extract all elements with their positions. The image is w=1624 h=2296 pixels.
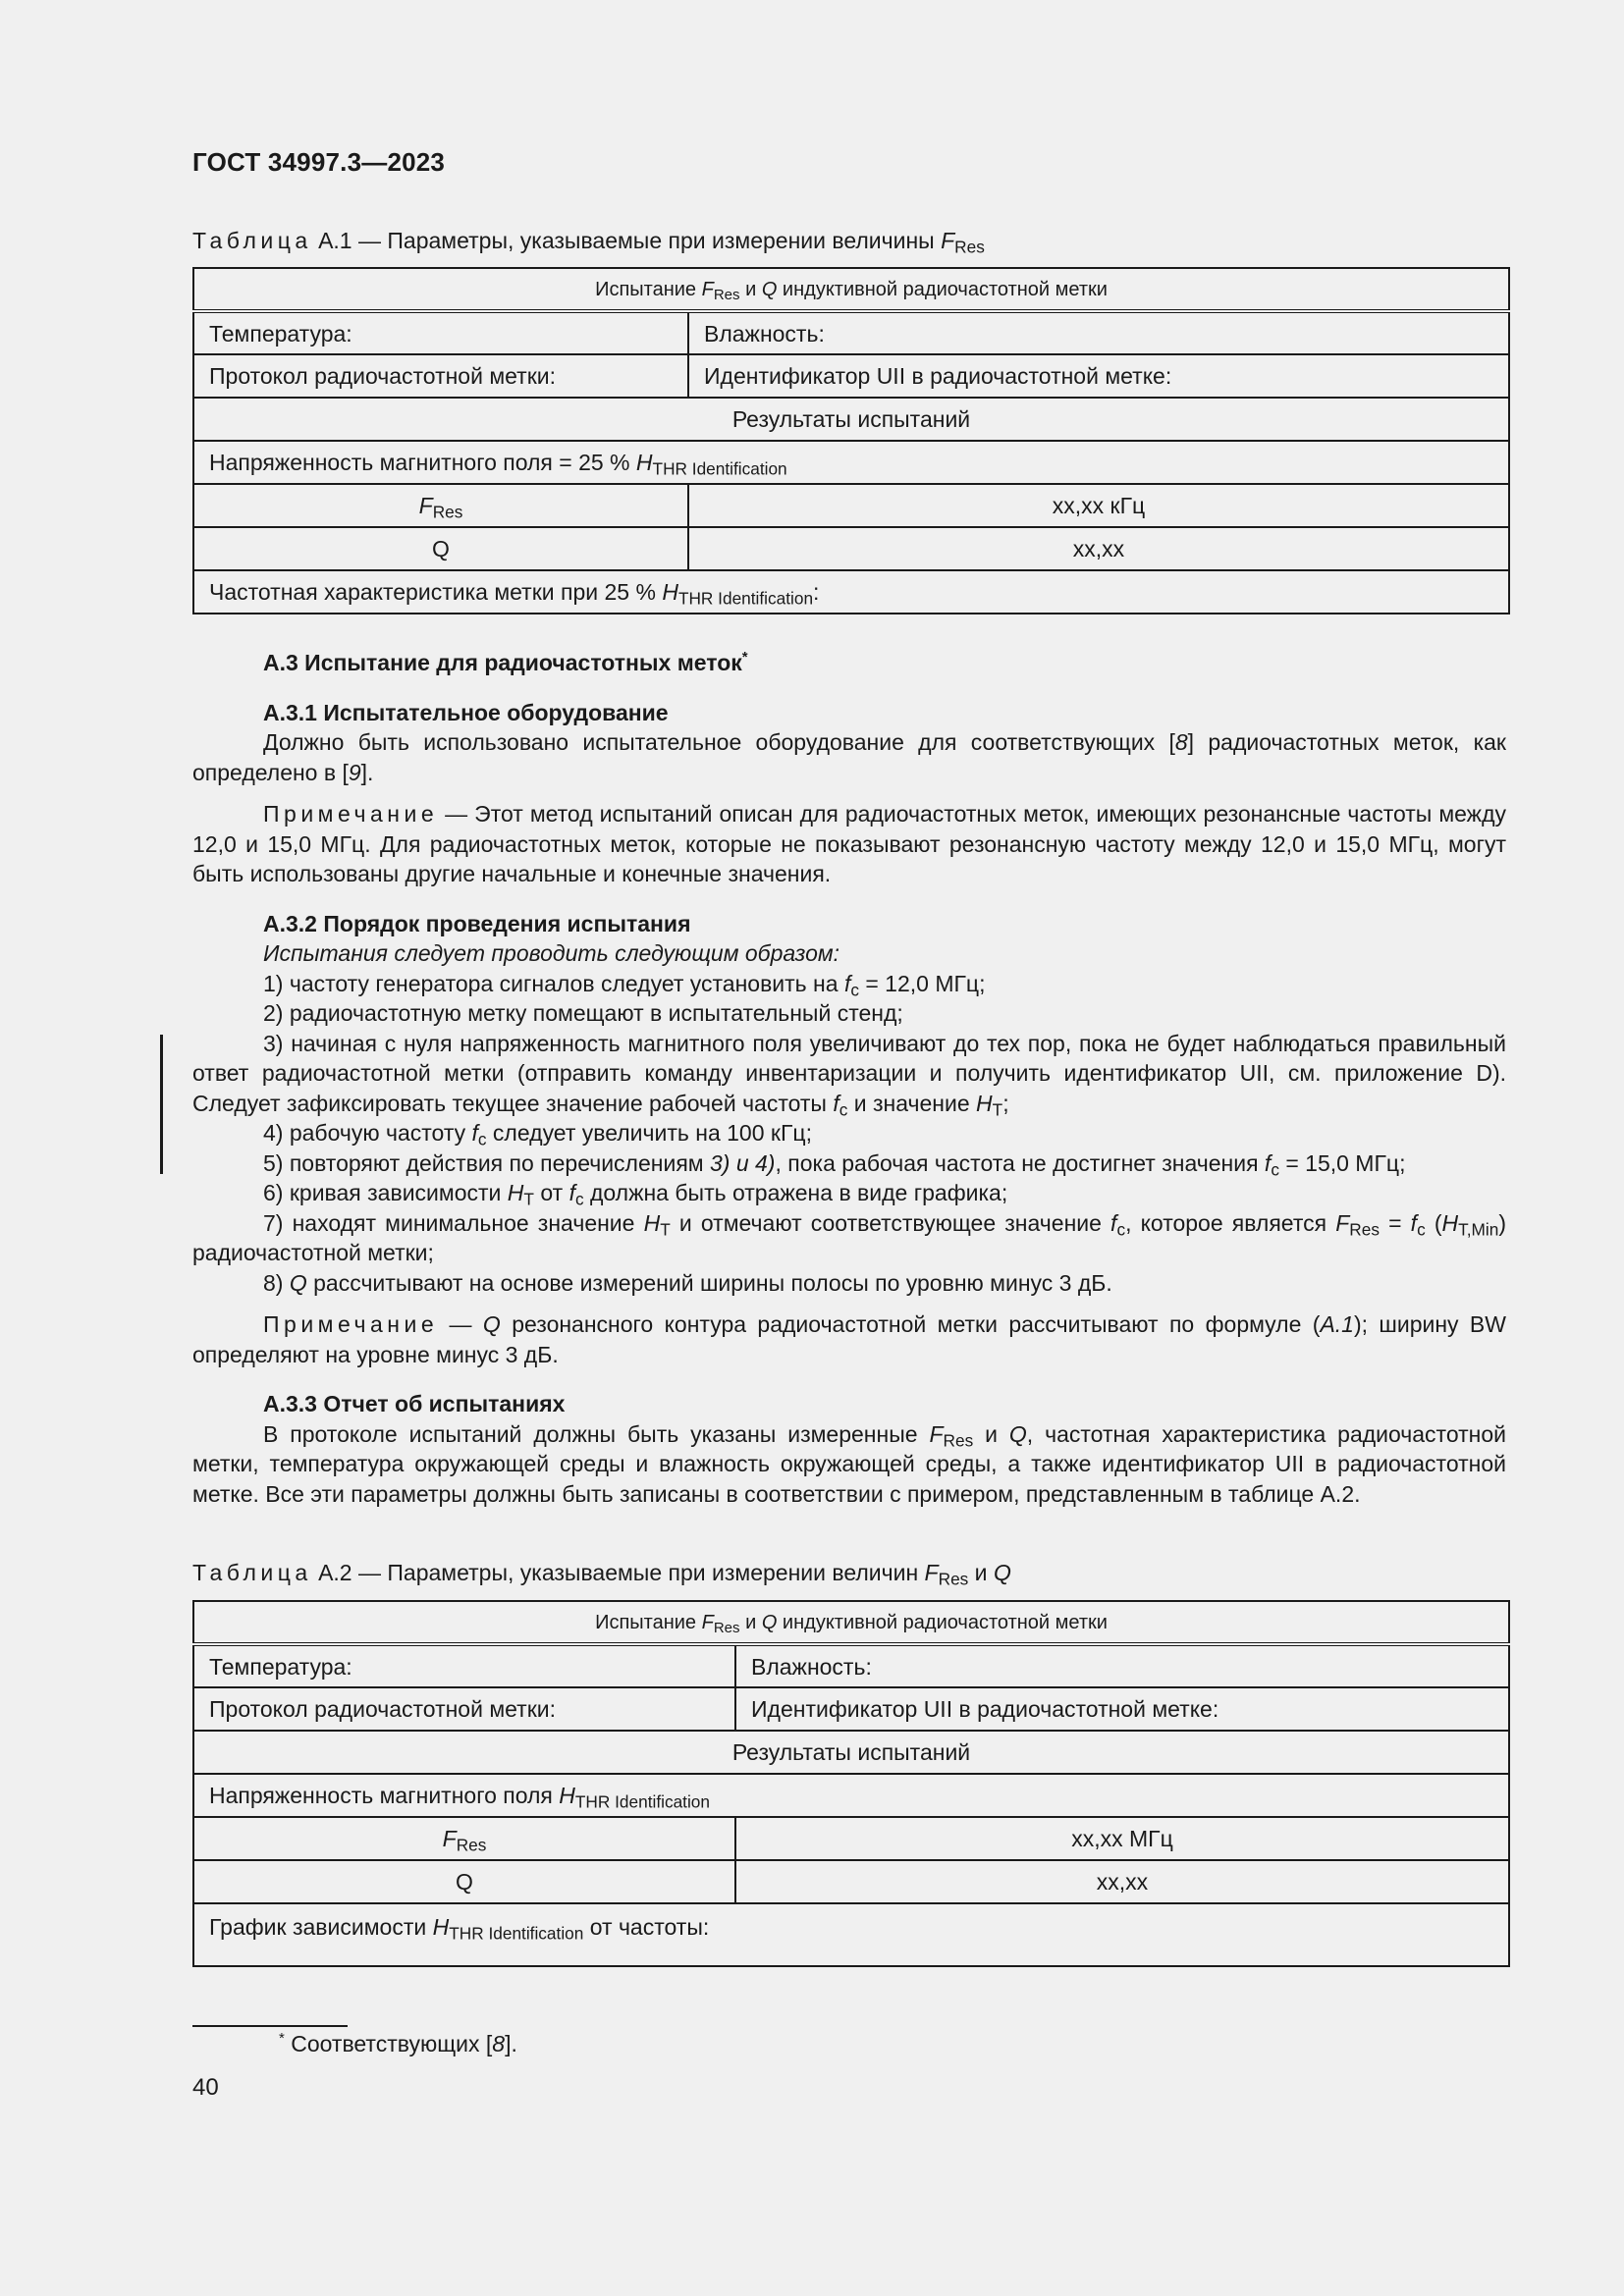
- temperature-cell: Температура:: [193, 311, 688, 354]
- step-7: 7) находят минимальное значение $H_T$ и отмечают соответствующее значение $f_c$, которое является $F_{Res} = f_c$ $(H_{T,Min})$ радиочастотной метки;: [192, 1209, 1507, 1265]
- footnote: * Соответствующих [8].: [279, 2030, 517, 2056]
- table-label: Таблица: [192, 1560, 312, 1585]
- heading-a3: А.3 Испытание для радиочастотных меток*: [263, 649, 748, 675]
- results-header: Результаты испытаний: [193, 398, 1509, 441]
- document-code: ГОСТ 34997.3—2023: [192, 147, 446, 177]
- fres-value: xx,xx МГц: [735, 1817, 1509, 1860]
- field-strength-cell: Напряженность магнитного поля = 25 % $H_{THR Identification}$: [193, 441, 1509, 484]
- heading-a31: А.3.1 Испытательное оборудование: [263, 699, 669, 725]
- uii-cell: Идентификатор UII в радиочастотной метке:: [688, 354, 1509, 398]
- step-5: 5) повторяют действия по перечислениям 3) и 4), пока рабочая частота не достигнет значения $f_c = 15,0$ МГц;: [263, 1149, 1406, 1179]
- paragraph-a33: В протоколе испытаний должны быть указаны измеренные $F_{Res}$ и Q, частотная характеристика радиочастотной метки, температура окружающей среды и влажность окружающей среды, а также идентификатор UII в радиочастотной метке. Все эти параметры должны быть записаны в соответствии с примером, представленным в таблице А.2.: [192, 1420, 1506, 1507]
- page-number: 40: [192, 2074, 219, 2101]
- uii-cell: Идентификатор UII в радиочастотной метке:: [735, 1687, 1509, 1731]
- freq-characteristic-cell: Частотная характеристика метки при 25 % $H_{THR Identification}$:: [193, 570, 1509, 614]
- step-3: 3) начиная с нуля напряженность магнитного поля увеличивают до тех пор, пока не будет наблюдаться правильный ответ радиочастотной метки (отправить команду инвентаризации и получить идентификатор UII, см. приложение D). Следует зафиксировать текущее значение рабочей частоты $f_c$ и значение $H_T$;: [192, 1030, 1506, 1119]
- field-strength-cell: Напряженность магнитного поля $H_{THR Identification}$: [193, 1774, 1509, 1817]
- table-a1: [192, 267, 1510, 614]
- step-6: 6) кривая зависимости $H_T$ от $f_c$ должна быть отражена в виде графика;: [263, 1180, 1008, 1209]
- step-4: 4) рабочую частоту $f_c$ следует увеличить на 100 кГц;: [263, 1120, 812, 1149]
- results-header: Результаты испытаний: [193, 1731, 1509, 1774]
- table2-title: Испытание $F_{Res}$ и Q индуктивной радиочастотной метки: [193, 1601, 1509, 1644]
- heading-a33: А.3.3 Отчет об испытаниях: [263, 1391, 566, 1416]
- humidity-cell: Влажность:: [735, 1644, 1509, 1687]
- note-2: Примечание — Q резонансного контура радиочастотной метки рассчитывают по формуле (A.1); ширину BW определяют на уровне минус 3 дБ.: [192, 1311, 1506, 1367]
- table2-caption: Таблица A.2 — Параметры, указываемые при измерении величин $F_{Res}$ и Q: [192, 1560, 1011, 1589]
- note-1: Примечание — Этот метод испытаний описан для радиочастотных меток, имеющих резонансные частоты между 12,0 и 15,0 МГц. Для радиочастотных меток, которые не показывают резонансную частоту между 12,0 и 15,0 МГц, могут быть использованы другие начальные и конечные значения.: [192, 801, 1506, 886]
- section-a3: [192, 648, 1506, 1509]
- humidity-cell: Влажность:: [688, 311, 1509, 354]
- footnote-separator: [192, 2025, 348, 2027]
- heading-a32: А.3.2 Порядок проведения испытания: [263, 910, 691, 936]
- table1-title: Испытание $F_{Res}$ и Q индуктивной радиочастотной метки: [193, 268, 1509, 311]
- step-1: 1) частоту генератора сигналов следует установить на $f_c = 12,0$ МГц;: [263, 970, 986, 999]
- q-label: Q: [193, 527, 688, 570]
- temperature-cell: Температура:: [193, 1644, 735, 1687]
- table1-caption: Таблица A.1 — Параметры, указываемые при измерении величины $F_{Res}$: [192, 228, 985, 257]
- q-value: xx,xx: [735, 1860, 1509, 1903]
- step-8: 8) Q рассчитывают на основе измерений ширины полосы по уровню минус 3 дБ.: [263, 1269, 1112, 1296]
- graph-cell: График зависимости $H_{THR Identification}$ от частоты:: [193, 1903, 1509, 1966]
- fres-label: $F_{Res}$: [193, 484, 688, 527]
- table-label: Таблица: [192, 228, 312, 253]
- a32-intro: Испытания следует проводить следующим образом:: [263, 940, 840, 966]
- q-value: xx,xx: [688, 527, 1509, 570]
- change-bar: [160, 1035, 163, 1174]
- paragraph-a31: Должно быть использовано испытательное оборудование для соответствующих [8] радиочастотных меток, как определено в [9].: [192, 729, 1506, 785]
- protocol-cell: Протокол радиочастотной метки:: [193, 1687, 735, 1731]
- table-a2: [192, 1600, 1510, 1967]
- fres-value: xx,xx кГц: [688, 484, 1509, 527]
- fres-label: $F_{Res}$: [193, 1817, 735, 1860]
- q-label: Q: [193, 1860, 735, 1903]
- protocol-cell: Протокол радиочастотной метки:: [193, 354, 688, 398]
- step-2: 2) радиочастотную метку помещают в испытательный стенд;: [263, 1000, 903, 1026]
